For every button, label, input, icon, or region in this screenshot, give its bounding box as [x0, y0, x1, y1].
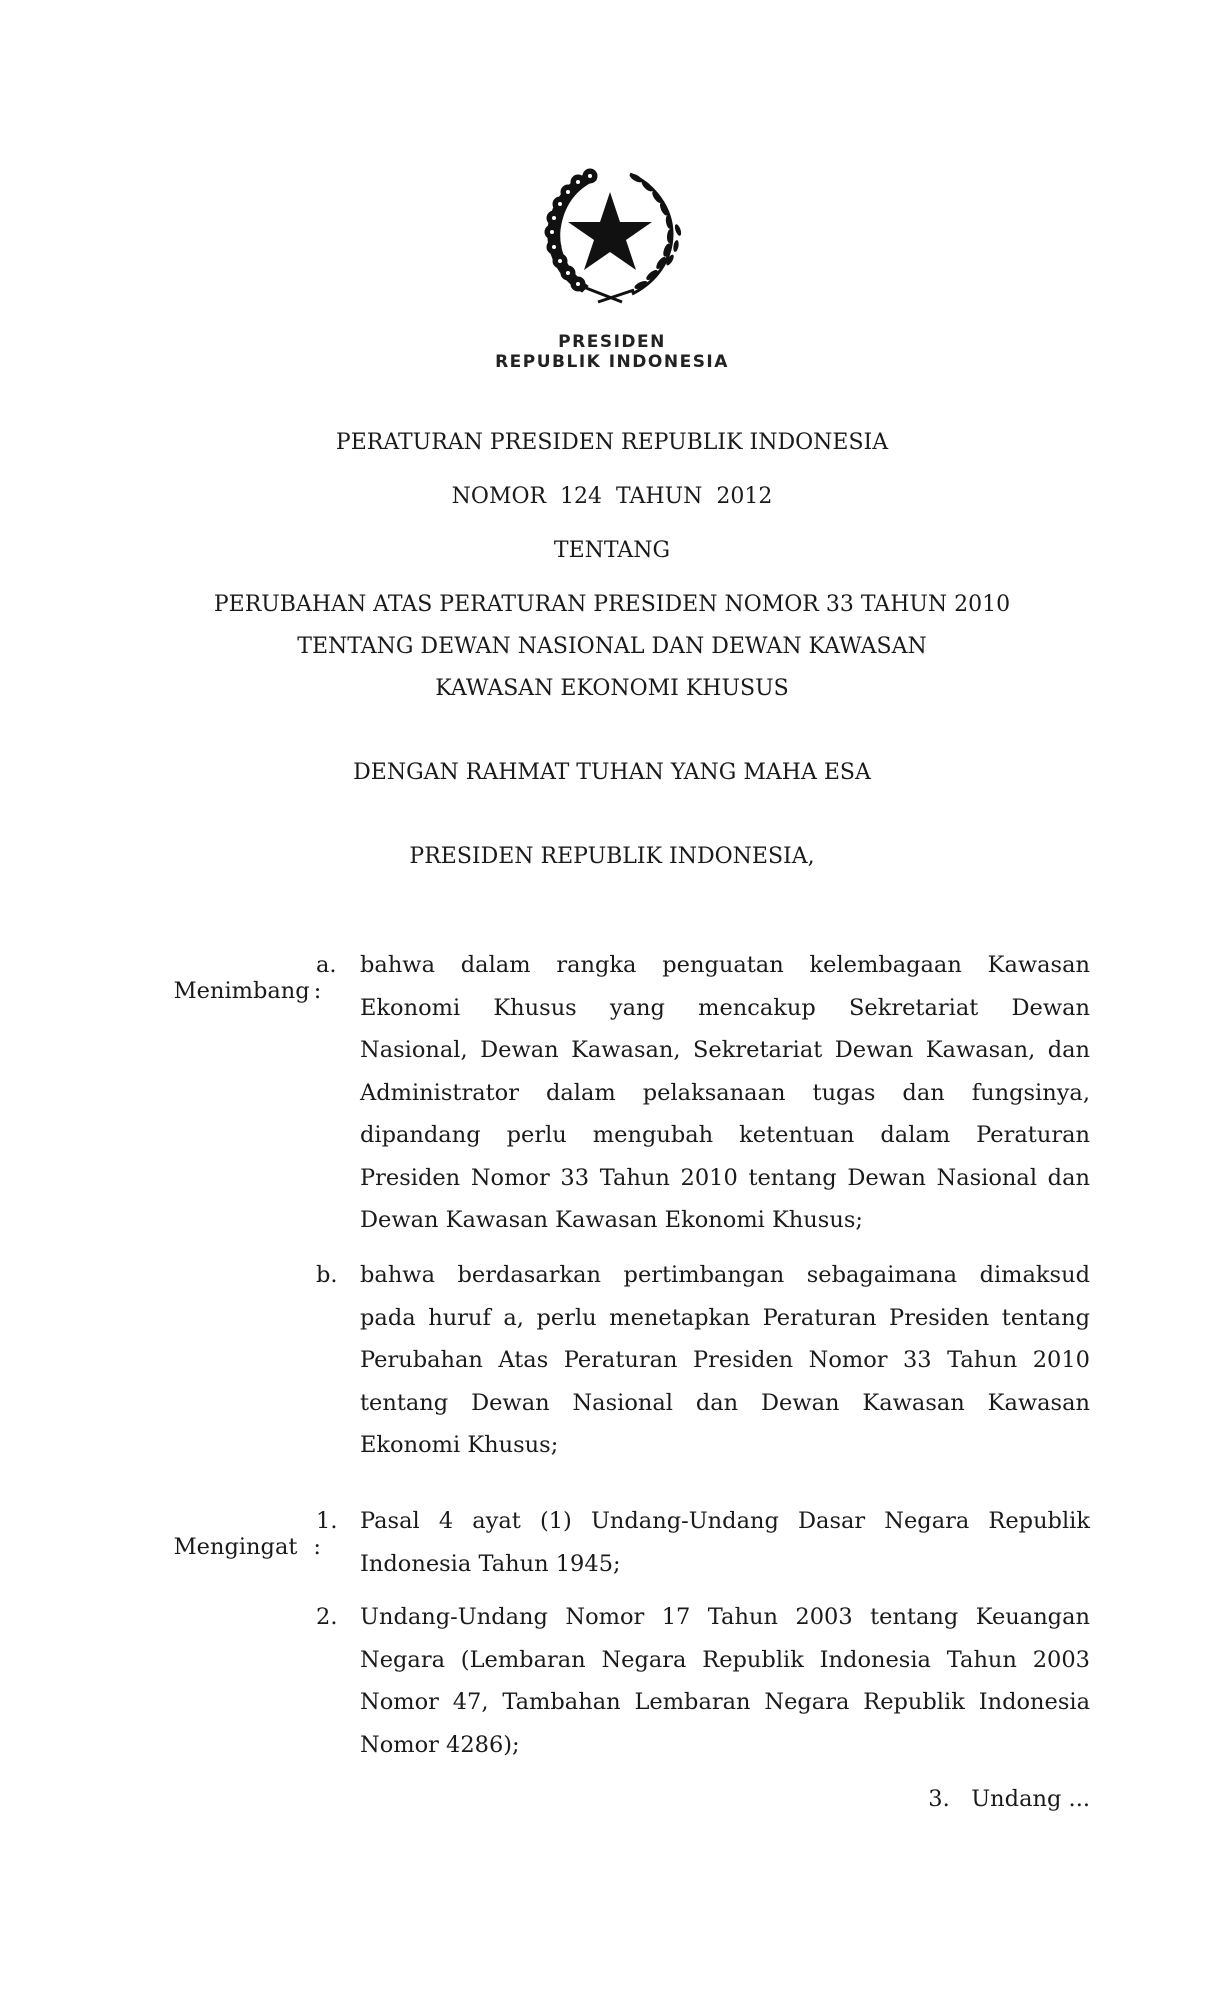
- issuer: PRESIDEN REPUBLIK INDONESIA,: [409, 844, 815, 869]
- text-line: Administrator dalam pelaksanaan tugas dan fungsinya,: [360, 1079, 1090, 1106]
- menimbang-item-b: [360, 1254, 1090, 1467]
- document-number: NOMOR 124 TAHUN 2012: [451, 484, 773, 509]
- text-line: Ekonomi Khusus yang mencakup Sekretariat Dewan: [360, 994, 1090, 1021]
- presidential-emblem-icon: [530, 160, 690, 310]
- text-line: Nomor 4286);: [360, 1731, 520, 1758]
- text-line: Dewan Kawasan Kawasan Ekonomi Khusus;: [360, 1207, 863, 1233]
- text-line: pada huruf a, perlu menetapkan Peraturan Presiden tentang: [360, 1304, 1090, 1331]
- text-line: Nomor 47, Tambahan Lembaran Negara Republik Indonesia: [360, 1689, 1090, 1715]
- subject-line-1: PERUBAHAN ATAS PERATURAN PRESIDEN NOMOR 33 TAHUN 2010: [213, 592, 1011, 617]
- menimbang-marker-a: a.: [316, 952, 337, 978]
- document-title: PERATURAN PRESIDEN REPUBLIK INDONESIA: [335, 430, 889, 455]
- subject-line-3: KAWASAN EKONOMI KHUSUS: [435, 676, 789, 701]
- text-line: Undang-Undang Nomor 17 Tahun 2003 tentang Keuangan: [360, 1604, 1090, 1630]
- document-about: TENTANG: [553, 538, 671, 563]
- text-line: bahwa berdasarkan pertimbangan sebagaimana dimaksud: [360, 1262, 1090, 1288]
- text-line: dipandang perlu mengubah ketentuan dalam Peraturan: [360, 1122, 1090, 1148]
- mengingat-label-text: Mengingat: [173, 1534, 298, 1560]
- mengingat-colon: :: [313, 1534, 321, 1560]
- mengingat-marker-2: 2.: [316, 1604, 338, 1630]
- emblem-caption-republik-indonesia: REPUBLIK INDONESIA: [495, 352, 729, 372]
- mengingat-marker-1: 1.: [316, 1508, 338, 1534]
- menimbang-item-a: [360, 944, 1090, 1242]
- mengingat-item-2: [360, 1596, 1090, 1766]
- menimbang-label-text: Menimbang: [173, 978, 310, 1004]
- text-line: Pasal 4 ayat (1) Undang-Undang Dasar Negara Republik: [360, 1508, 1090, 1534]
- menimbang-label: [145, 952, 321, 1030]
- mengingat-label: [145, 1508, 321, 1586]
- text-line: bahwa dalam rangka penguatan kelembagaan Kawasan: [360, 952, 1090, 978]
- text-line: Nasional, Dewan Kawasan, Sekretariat Dewan Kawasan, dan: [360, 1037, 1090, 1063]
- invocation: DENGAN RAHMAT TUHAN YANG MAHA ESA: [353, 760, 871, 785]
- subject-line-2: TENTANG DEWAN NASIONAL DAN DEWAN KAWASAN: [297, 634, 927, 659]
- text-line: tentang Dewan Nasional dan Dewan Kawasan Kawasan: [360, 1389, 1090, 1416]
- text-line: Perubahan Atas Peraturan Presiden Nomor 33 Tahun 2010: [360, 1347, 1090, 1373]
- text-line: Presiden Nomor 33 Tahun 2010 tentang Dewan Nasional dan: [360, 1164, 1090, 1191]
- page-continuation-marker: 3. Undang ...: [928, 1786, 1090, 1812]
- mengingat-item-1: [360, 1500, 1090, 1585]
- menimbang-marker-b: b.: [316, 1262, 338, 1288]
- text-line: Indonesia Tahun 1945;: [360, 1550, 621, 1577]
- text-line: Negara (Lembaran Negara Republik Indonesia Tahun 2003: [360, 1646, 1090, 1673]
- menimbang-colon: :: [313, 978, 322, 1004]
- emblem-caption-presiden: PRESIDEN: [558, 332, 666, 352]
- text-line: Ekonomi Khusus;: [360, 1432, 559, 1458]
